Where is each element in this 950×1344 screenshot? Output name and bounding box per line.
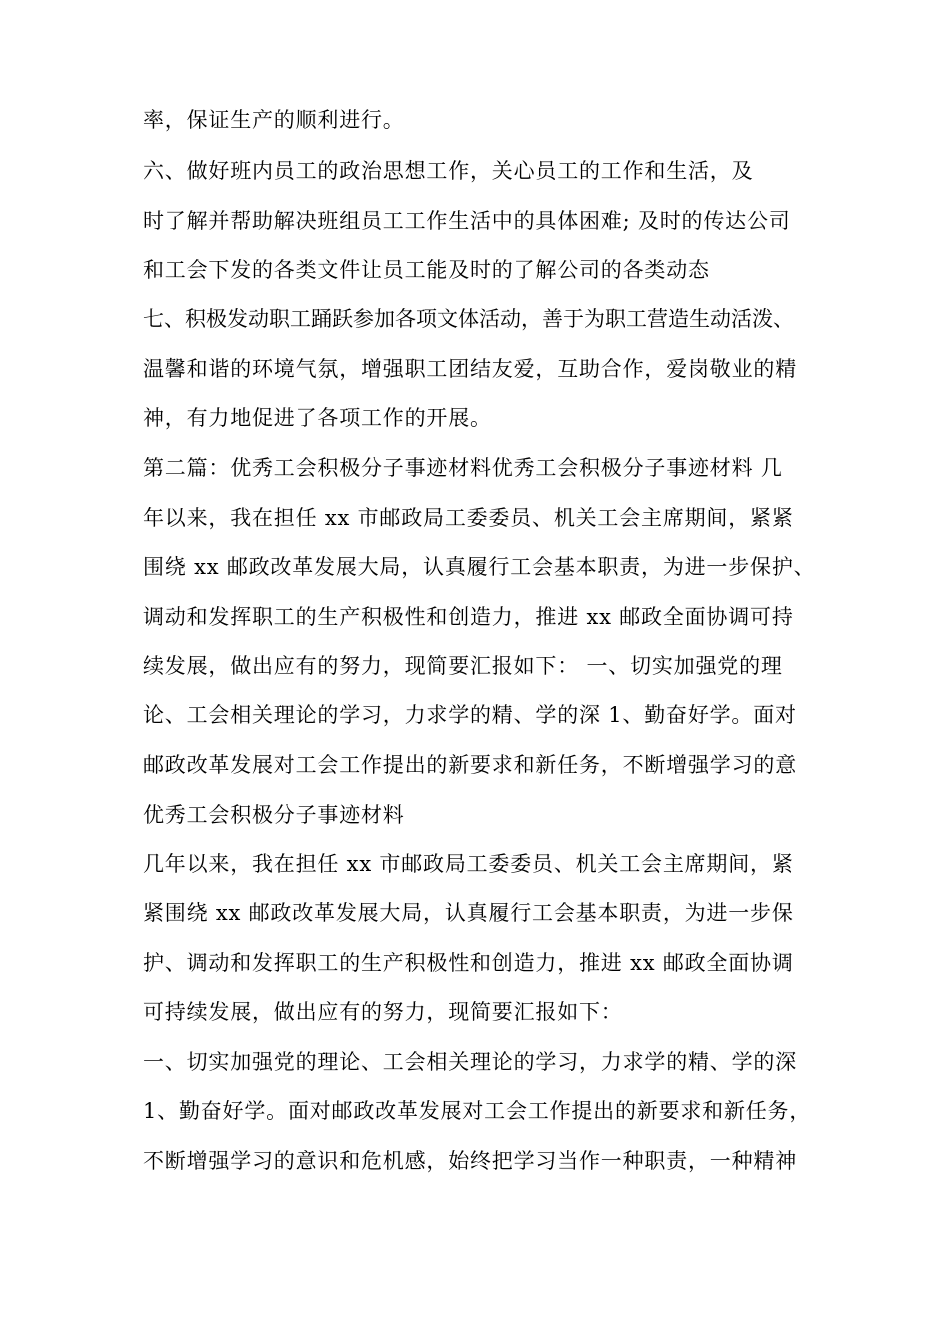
- text-line: 和工会下发的各类文件让员工能及时的了解公司的各类动态: [143, 258, 710, 282]
- text-line: 不断增强学习的意识和危机感，始终把学习当作一种职责，一种精神: [143, 1149, 797, 1173]
- text-line: 时了解并帮助解决班组员工工作生活中的具体困难; 及时的传达公司: [143, 209, 791, 233]
- text-line: 1、勤奋好学。面对邮政改革发展对工会工作提出的新要求和新任务，: [143, 1099, 812, 1123]
- text-line: 邮政改革发展对工会工作提出的新要求和新任务，不断增强学习的意: [143, 753, 797, 777]
- text-line: 护、调动和发挥职工的生产积极性和创造力，推进 xx 邮政全面协调: [143, 951, 794, 975]
- text-line: 可持续发展，做出应有的努力，现简要汇报如下：: [143, 1000, 623, 1024]
- text-line: 一、切实加强党的理论、工会相关理论的学习，力求学的精、学的深: [143, 1050, 797, 1074]
- text-line: 几年以来，我在担任 xx 市邮政局工委委员、机关工会主席期间，紧: [143, 852, 794, 876]
- text-line: 论、工会相关理论的学习，力求学的精、学的深 1、勤奋好学。面对: [143, 703, 797, 727]
- text-line: 续发展，做出应有的努力，现简要汇报如下： 一、切实加强党的理: [143, 654, 783, 678]
- text-line: 紧围绕 xx 邮政改革发展大局，认真履行工会基本职责，为进一步保: [143, 901, 794, 925]
- text-line: 调动和发挥职工的生产积极性和创造力，推进 xx 邮政全面协调可持: [143, 605, 794, 629]
- text-line: 围绕 xx 邮政改革发展大局，认真履行工会基本职责，为进一步保护、: [143, 555, 816, 579]
- text-line: 七、积极发动职工踊跃参加各项文体活动，善于为职工营造生动活泼、: [143, 307, 794, 331]
- text-line: 温馨和谐的环境气氛，增强职工团结友爱，互助合作，爱岗敬业的精: [143, 357, 797, 381]
- text-line: 年以来，我在担任 xx 市邮政局工委委员、机关工会主席期间，紧紧: [143, 506, 794, 530]
- text-line: 率，保证生产的顺利进行。: [143, 108, 405, 132]
- document-title-line: 优秀工会积极分子事迹材料: [143, 803, 405, 827]
- text-line: 神，有力地促进了各项工作的开展。: [143, 406, 492, 430]
- text-line: 六、做好班内员工的政治思想工作，关心员工的工作和生活，及: [143, 159, 754, 183]
- section-heading-line: 第二篇：优秀工会积极分子事迹材料优秀工会积极分子事迹材料 几: [143, 456, 783, 480]
